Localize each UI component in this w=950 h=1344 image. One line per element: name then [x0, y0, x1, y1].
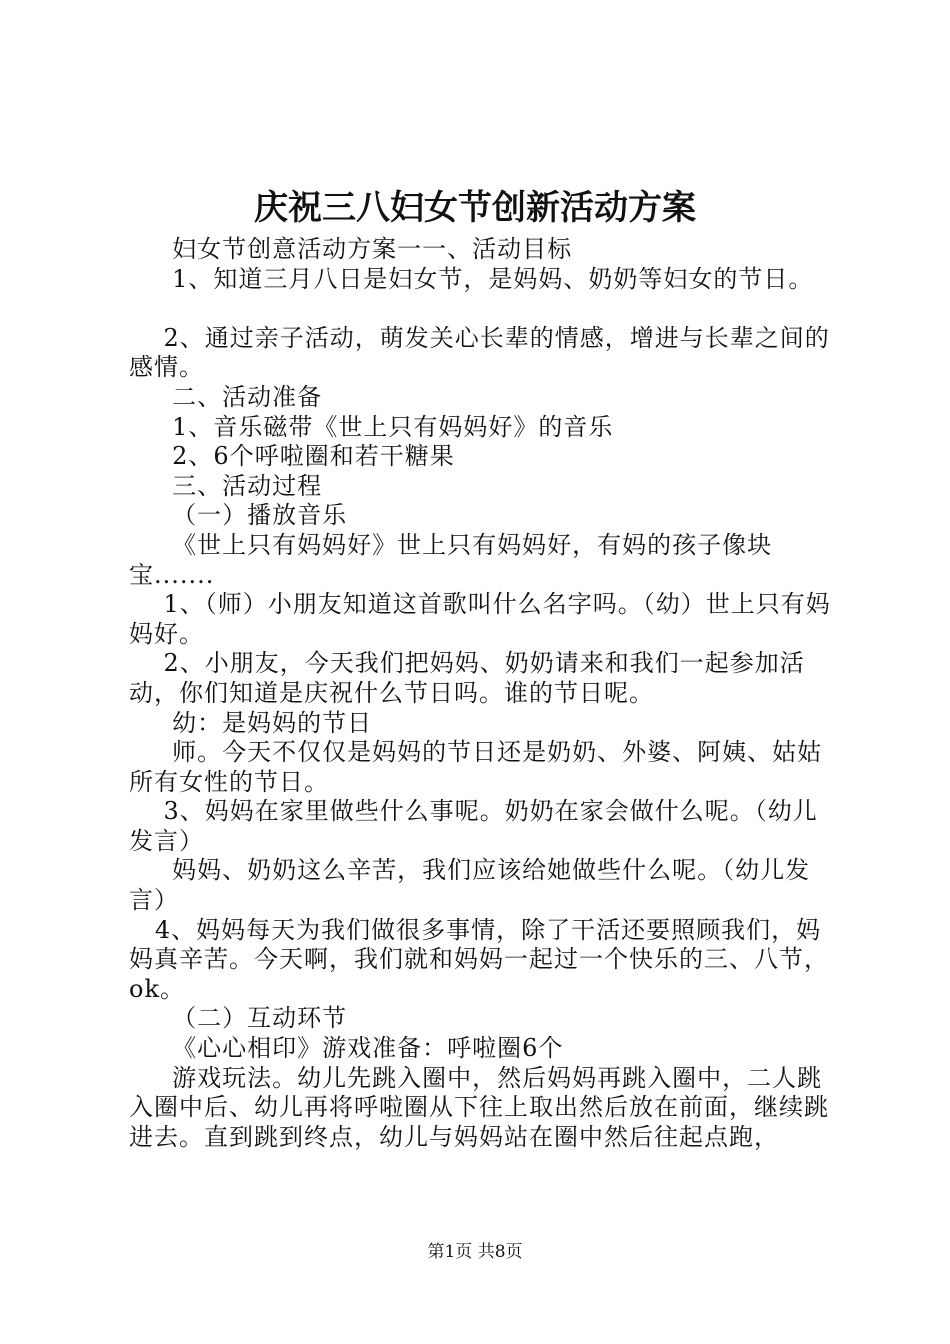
paragraph: 1、（师）小朋友知道这首歌叫什么名字吗。（幼）世上只有妈妈好。 — [129, 590, 831, 648]
paragraph: 2、小朋友，今天我们把妈妈、奶奶请来和我们一起参加活动，你们知道是庆祝什么节日吗。谁的节日呢。 — [129, 649, 805, 707]
document-title: 庆祝三八妇女节创新活动方案 — [254, 188, 696, 228]
section-heading: 二、活动准备 — [129, 382, 323, 411]
paragraph: 3、妈妈在家里做些什么事呢。奶奶在家会做什么呢。（幼儿发言） — [129, 797, 818, 855]
page-number-footer: 第1页 共8页 — [427, 1242, 523, 1262]
paragraph: 1、知道三月八日是妇女节，是妈妈、奶奶等妇女的节日。 — [129, 264, 814, 293]
section-heading: 三、活动过程 — [129, 471, 323, 500]
document-body — [129, 235, 834, 1152]
paragraph: 幼：是妈妈的节日 — [129, 708, 373, 737]
paragraph: 2、6个呼啦圈和若干糖果 — [129, 442, 455, 471]
paragraph: 《心心相印》游戏准备：呼啦圈6个 — [129, 1034, 564, 1063]
paragraph: 师。今天不仅仅是妈妈的节日还是奶奶、外婆、阿姨、姑姑所有女性的节日。 — [129, 738, 823, 796]
blank-line — [129, 294, 834, 324]
paragraph: 2、通过亲子活动，萌发关心长辈的情感，增进与长辈之间的感情。 — [129, 323, 830, 382]
paragraph: 4、妈妈每天为我们做很多事情，除了干活还要照顾我们，妈妈真辛苦。今天啊，我们就和妈妈一起过一个快乐的三、八节，ok。 — [129, 915, 829, 1003]
paragraph: 《世上只有妈妈好》世上只有妈妈好，有妈的孩子像块宝....... — [129, 530, 773, 589]
paragraph: 妇女节创意活动方案一一、活动目标 — [129, 235, 573, 263]
paragraph: 妈妈、奶奶这么辛苦，我们应该给她做些什么呢。（幼儿发言） — [129, 856, 811, 915]
paragraph: 1、音乐磁带《世上只有妈妈好》的音乐 — [129, 412, 614, 441]
paragraph: 游戏玩法。幼儿先跳入圈中，然后妈妈再跳入圈中，二人跳入圈中后、幼儿再将呼啦圈从下往上取出然后放在前面，继续跳进去。直到跳到终点，幼儿与妈妈站在圈中然后往起点跑， — [129, 1063, 829, 1151]
subsection-heading: （二）互动环节 — [129, 1004, 348, 1033]
subsection-heading: （一）播放音乐 — [129, 501, 348, 530]
